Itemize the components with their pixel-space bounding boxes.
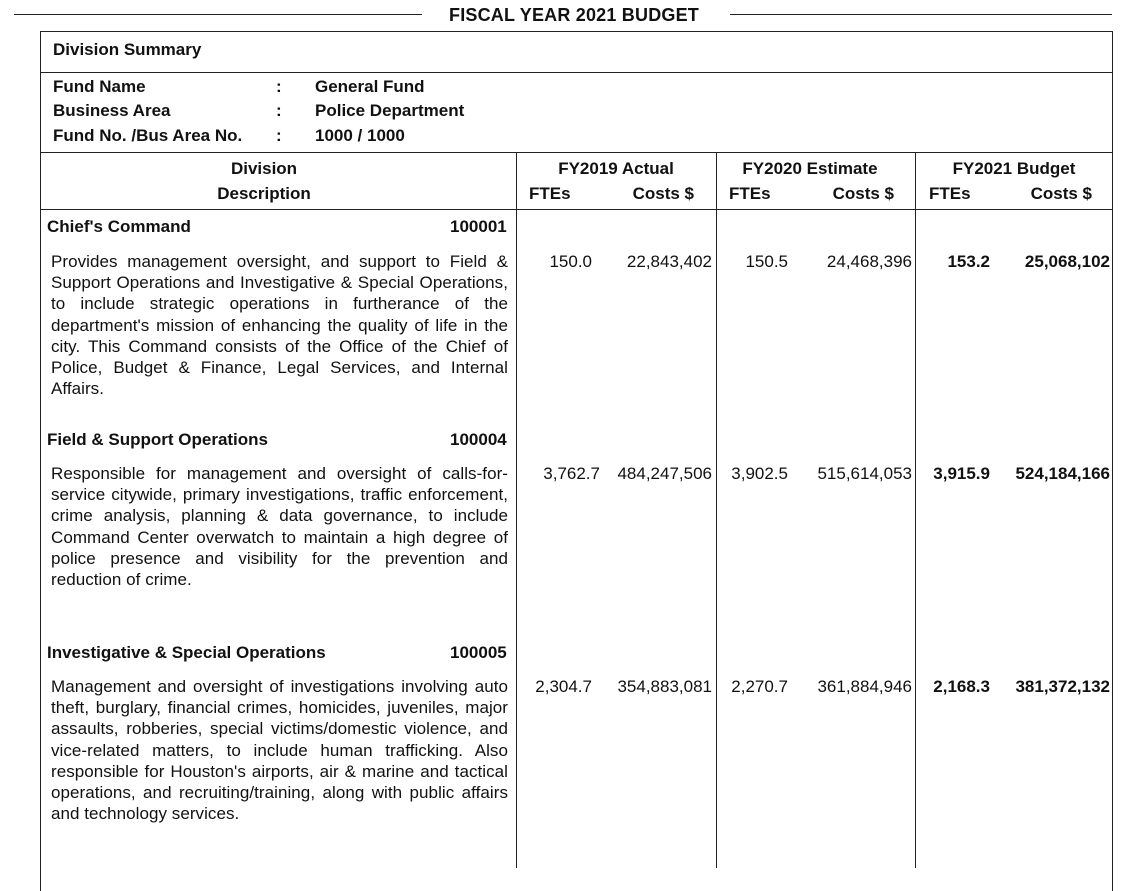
- fy2020-ftes: 150.5: [745, 252, 788, 271]
- fy2019-costs: 354,883,081: [617, 677, 712, 696]
- fy2021-costs: 25,068,102: [1024, 252, 1110, 271]
- division-description: Provides management oversight, and support to Field & Support Operations and Investigative & Special Operations, to include strategic operations in furtherance of the department's mission of enhancing the quality of life in the city. This Command consists of the Office of the Chief of Police, Budget & Finance, Legal Services, and Internal Affairs.: [51, 252, 508, 399]
- fy2021-ftes: 2,168.3: [933, 677, 990, 696]
- page-title: FISCAL YEAR 2021 BUDGET: [449, 5, 699, 25]
- fy2019-ftes: 150.0: [549, 252, 592, 271]
- fund-value: Police Department: [315, 101, 465, 120]
- fy2021-costs: 524,184,166: [1015, 464, 1110, 483]
- summary-heading: Division Summary: [53, 40, 202, 59]
- division-code: 100001: [450, 217, 507, 236]
- header-fy2020-costs: Costs $: [832, 184, 894, 203]
- fy2021-ftes: 3,915.9: [933, 464, 990, 483]
- fund-separator: :: [276, 126, 282, 145]
- fy2020-costs: 515,614,053: [817, 464, 912, 483]
- fy2020-ftes: 2,270.7: [731, 677, 788, 696]
- fund-separator: :: [276, 101, 282, 120]
- header-division: Division: [230, 159, 298, 178]
- fund-label: Fund No. /Bus Area No.: [53, 126, 243, 145]
- header-fy2019: FY2019 Actual: [558, 159, 674, 178]
- fy2019-ftes: 2,304.7: [535, 677, 592, 696]
- header-fy2021-ftes: FTEs: [929, 184, 971, 203]
- division-description: Management and oversight of investigations involving auto theft, burglary, financial crimes, homicides, juveniles, major assaults, robberies, special victims/domestic violence, and vice-related matters, to include human trafficking. Also responsible for Houston's airports, air & marine and tactical operations, and recruiting/training, along with public affairs and technology services.: [51, 677, 508, 824]
- title-rule-right: [730, 14, 1112, 15]
- fy2020-ftes: 3,902.5: [731, 464, 788, 483]
- fy2019-costs: 22,843,402: [626, 252, 712, 271]
- division-description: Responsible for management and oversight of calls-for-service citywide, primary investigations, traffic enforcement, crime analysis, planning & data governance, to include Command Center overwatch to maintain a high degree of police presence and visibility for the prevention and reduction of crime.: [51, 464, 508, 590]
- division-name: Investigative & Special Operations: [47, 643, 326, 662]
- title-rule-left: [14, 14, 422, 15]
- division-code: 100005: [450, 643, 507, 662]
- fy2021-ftes: 153.2: [947, 252, 990, 271]
- header-description: Description: [217, 184, 311, 203]
- fy2020-costs: 361,884,946: [817, 677, 912, 696]
- header-fy2020: FY2020 Estimate: [742, 159, 878, 178]
- header-fy2020-ftes: FTEs: [729, 184, 771, 203]
- header-fy2021-costs: Costs $: [1030, 184, 1092, 203]
- fund-value: 1000 / 1000: [315, 126, 405, 145]
- divider-summary: [40, 72, 1113, 73]
- division-name: Field & Support Operations: [47, 430, 269, 449]
- division-name: Chief's Command: [47, 217, 191, 236]
- divider-header: [40, 209, 1113, 210]
- divider-fund-info: [40, 152, 1113, 153]
- column-divider-1: [516, 152, 517, 868]
- fund-separator: :: [276, 77, 282, 96]
- fy2020-costs: 24,468,396: [826, 252, 912, 271]
- header-fy2019-costs: Costs $: [632, 184, 694, 203]
- column-divider-3: [915, 152, 916, 868]
- column-divider-2: [716, 152, 717, 868]
- fund-value: General Fund: [315, 77, 425, 96]
- fy2019-costs: 484,247,506: [617, 464, 712, 483]
- fund-label: Fund Name: [53, 77, 146, 96]
- fund-label: Business Area: [53, 101, 171, 120]
- header-fy2021: FY2021 Budget: [952, 159, 1076, 178]
- header-fy2019-ftes: FTEs: [529, 184, 571, 203]
- fy2021-costs: 381,372,132: [1015, 677, 1110, 696]
- fy2019-ftes: 3,762.7: [543, 464, 600, 483]
- division-code: 100004: [450, 430, 507, 449]
